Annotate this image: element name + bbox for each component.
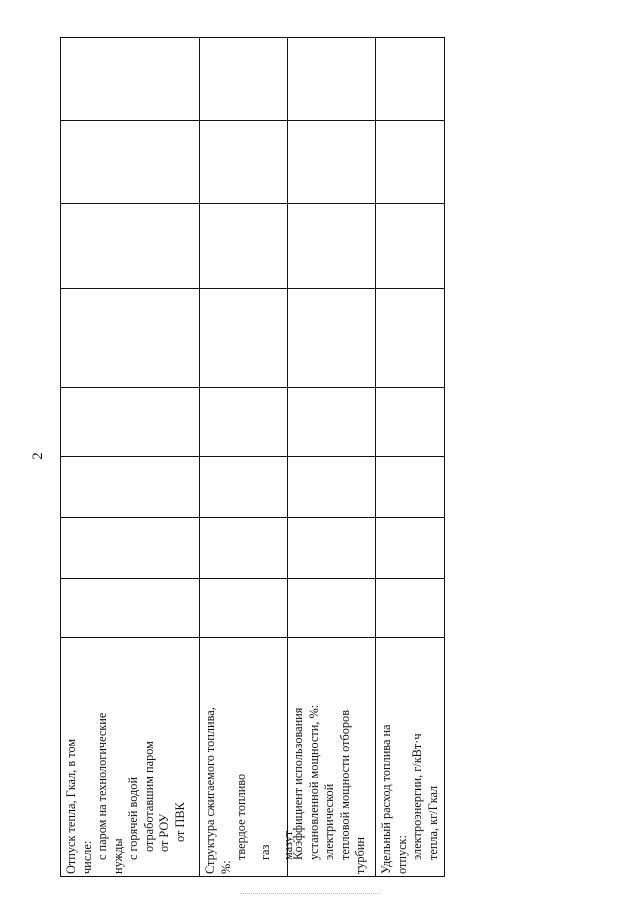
cell-line: электроэнергии, г/кВт·ч (410, 733, 424, 860)
scan-artifact-line (240, 893, 380, 894)
column-divider (61, 120, 444, 121)
column-divider (61, 203, 444, 204)
cell-line: числе: (79, 840, 94, 874)
cell-line: от РОУ (157, 813, 171, 852)
cell-line: Коэффициент использования (291, 707, 305, 860)
cell-line: тепловой мощности отборов (337, 709, 352, 860)
cell-line: Отпуск тепла, Гкал, в том (64, 738, 78, 874)
cell-line: отпуск: (394, 835, 409, 874)
cell-line: турбин (353, 837, 367, 874)
cell-line: %: (218, 860, 233, 874)
cell-line: нужды (110, 838, 125, 874)
cell-heat-output (61, 636, 199, 876)
cell-line: газ (257, 844, 272, 860)
cell-line: с горячей водой (126, 776, 140, 860)
cell-line: Удельный расход топлива на (379, 724, 393, 874)
cell-line: с паром на технологические (95, 712, 109, 860)
column-divider (61, 517, 444, 518)
column-divider (61, 288, 444, 289)
cell-fuel-structure (200, 636, 295, 876)
column-divider (61, 387, 444, 388)
cell-specific-fuel (376, 636, 446, 876)
cell-line: от ПВК (172, 802, 187, 842)
cell-capacity-factor (288, 636, 376, 876)
cell-line: установленной мощности, %: (306, 704, 321, 860)
page-number: 2 (30, 452, 46, 460)
column-divider (61, 456, 444, 457)
column-divider (61, 578, 444, 579)
cell-line (273, 636, 281, 874)
cell-line: тепла, кг/Гкал (425, 785, 440, 860)
cell-line (250, 636, 258, 874)
cell-line: Структура сжигаемого топлива, (203, 707, 217, 874)
data-table (60, 37, 445, 877)
cell-line: электрической (322, 783, 336, 860)
cell-line: отработавшим паром (141, 741, 156, 852)
cell-line: мазут (281, 830, 295, 860)
cell-line: твердое топливо (234, 773, 248, 860)
